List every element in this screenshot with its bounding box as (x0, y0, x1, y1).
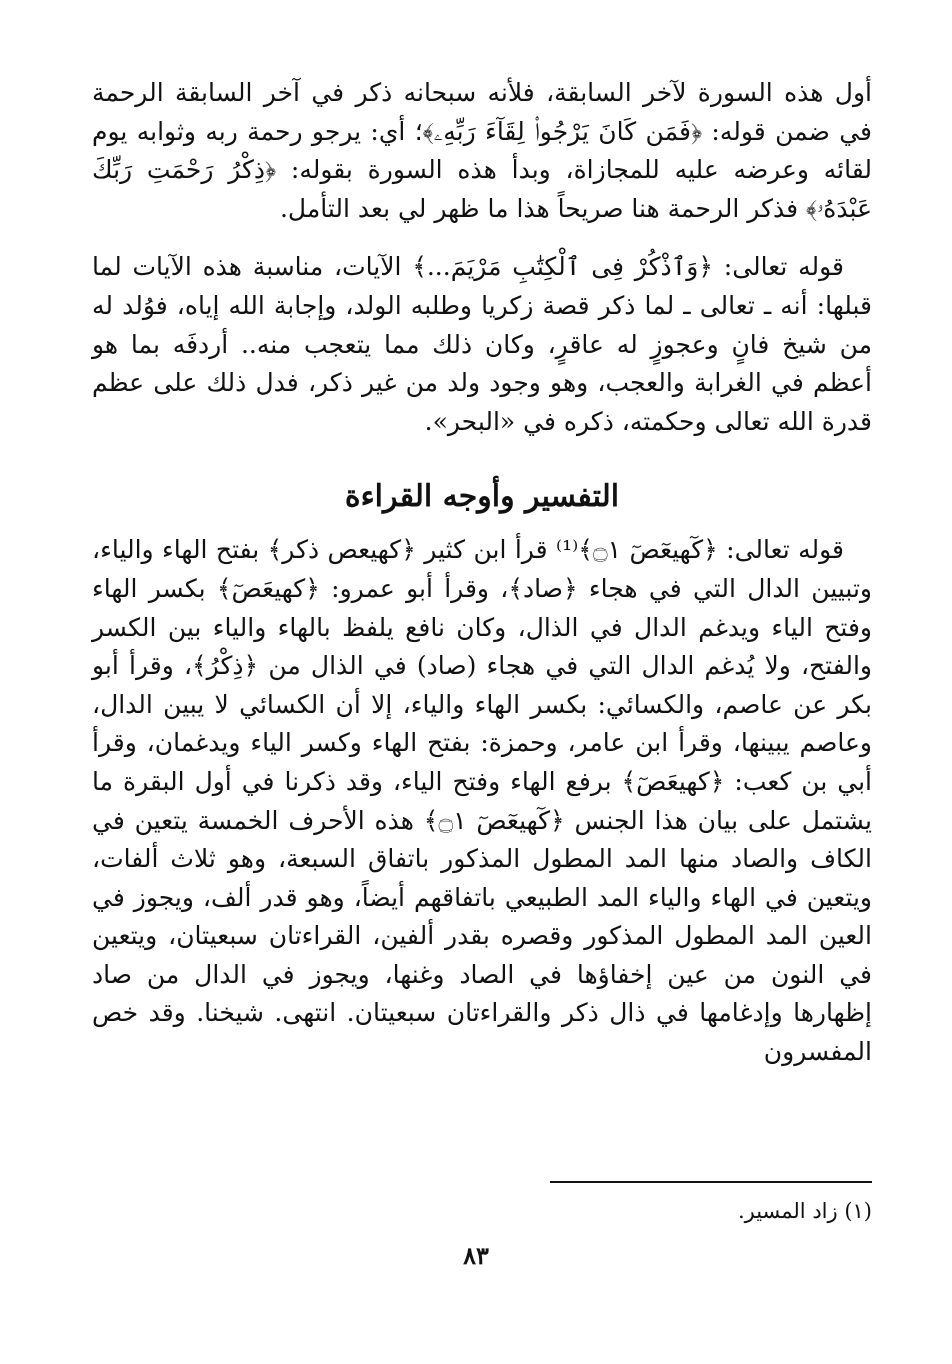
body-paragraph: أول هذه السورة لآخر السابقة، فلأنه سبحانه ذكر في آخر السابقة الرحمة في ضمن قوله: ﴿فَمَن كَانَ يَرْجُوا۟ لِقَآءَ رَبِّهِۦ﴾؛ أي: يرجو رحمة ربه وثوابه يوم لقائه وعرضه عليه للمجازاة، وبدأ هذه السورة بقوله: ﴿ذِكْرُ رَحْمَتِ رَبِّكَ عَبْدَهُۥ﴾ فذكر الرحمة هنا صريحاً هذا ما ظهر لي بعد التأمل. (92, 78, 872, 223)
section-heading: التفسير وأوجه القراءة (344, 479, 620, 515)
body-paragraph: قوله تعالى: ﴿كٓهيعٓصٓ ۝١﴾⁽¹⁾ قرأ ابن كثير ﴿كهيعص ذكر﴾ بفتح الهاء والياء، وتبيين الدال التي في هجاء ﴿صاد﴾، وقرأ أبو عمرو: ﴿كهيعَصٓ﴾ بكسر الهاء وفتح الياء ويدغم الدال في الذال، وكان نافع يلفظ بالهاء والياء بين الكسر والفتح، ولا يُدغم الدال التي في هجاء (صاد) في الذال من ﴿ذِكْرُ﴾، وقرأ أبو بكر عن عاصم، والكسائي: بكسر الهاء والياء، إلا أن الكسائي لا يبين الدال، وعاصم يبينها، وقرأ ابن عامر، وحمزة: بفتح الهاء وكسر الياء ويدغمان، وقرأ أبي بن كعب: ﴿كهيعَصٓ﴾ برفع الهاء وفتح الياء، وقد ذكرنا في أول البقرة ما يشتمل على بيان هذا الجنس ﴿كٓهيعٓصٓ ۝١﴾ هذه الأحرف الخمسة يتعين في الكاف والصاد منها المد المطول المذكور باتفاق السبعة، وهو ثلاث ألفات، ويتعين في الهاء والياء المد الطبيعي باتفاقهم أيضاً، وهو قدر ألف، ويجوز في العين المد المطول المذكور وقصره بقدر ألفين، القراءتان سبعيتان، ويتعين في النون من عين إخفاؤها في الصاد وغنها، ويجوز في الدال من صاد إظهارها وإدغامها في ذال ذكر والقراءتان سبعيتان. انتهى. شيخنا. وقد خص المفسرون (92, 535, 872, 1067)
body-paragraph: قوله تعالى: ﴿وَٱذْكُرْ فِى ٱلْكِتَٰبِ مَرْيَمَ...﴾ الآيات، مناسبة هذه الآيات لما قبلها: أنه ـ تعالى ـ لما ذكر قصة زكريا وطلبه الولد، وإجابة الله إياه، فوُلد له من شيخ فانٍ وعجوزٍ له عاقرٍ، وكان ذلك مما يتعجب منه.. أردفَه بما هو أعظم في الغرابة والعجب، وهو وجود ولد من غير ذكر، فدل ذلك على عظم قدرة الله تعالى وحكمته، ذكره في «البحر». (92, 252, 872, 436)
footnote-separator (550, 1181, 872, 1183)
page-number: ٨٣ (463, 1241, 489, 1270)
footnote: (١) زاد المسير. (737, 1199, 872, 1223)
